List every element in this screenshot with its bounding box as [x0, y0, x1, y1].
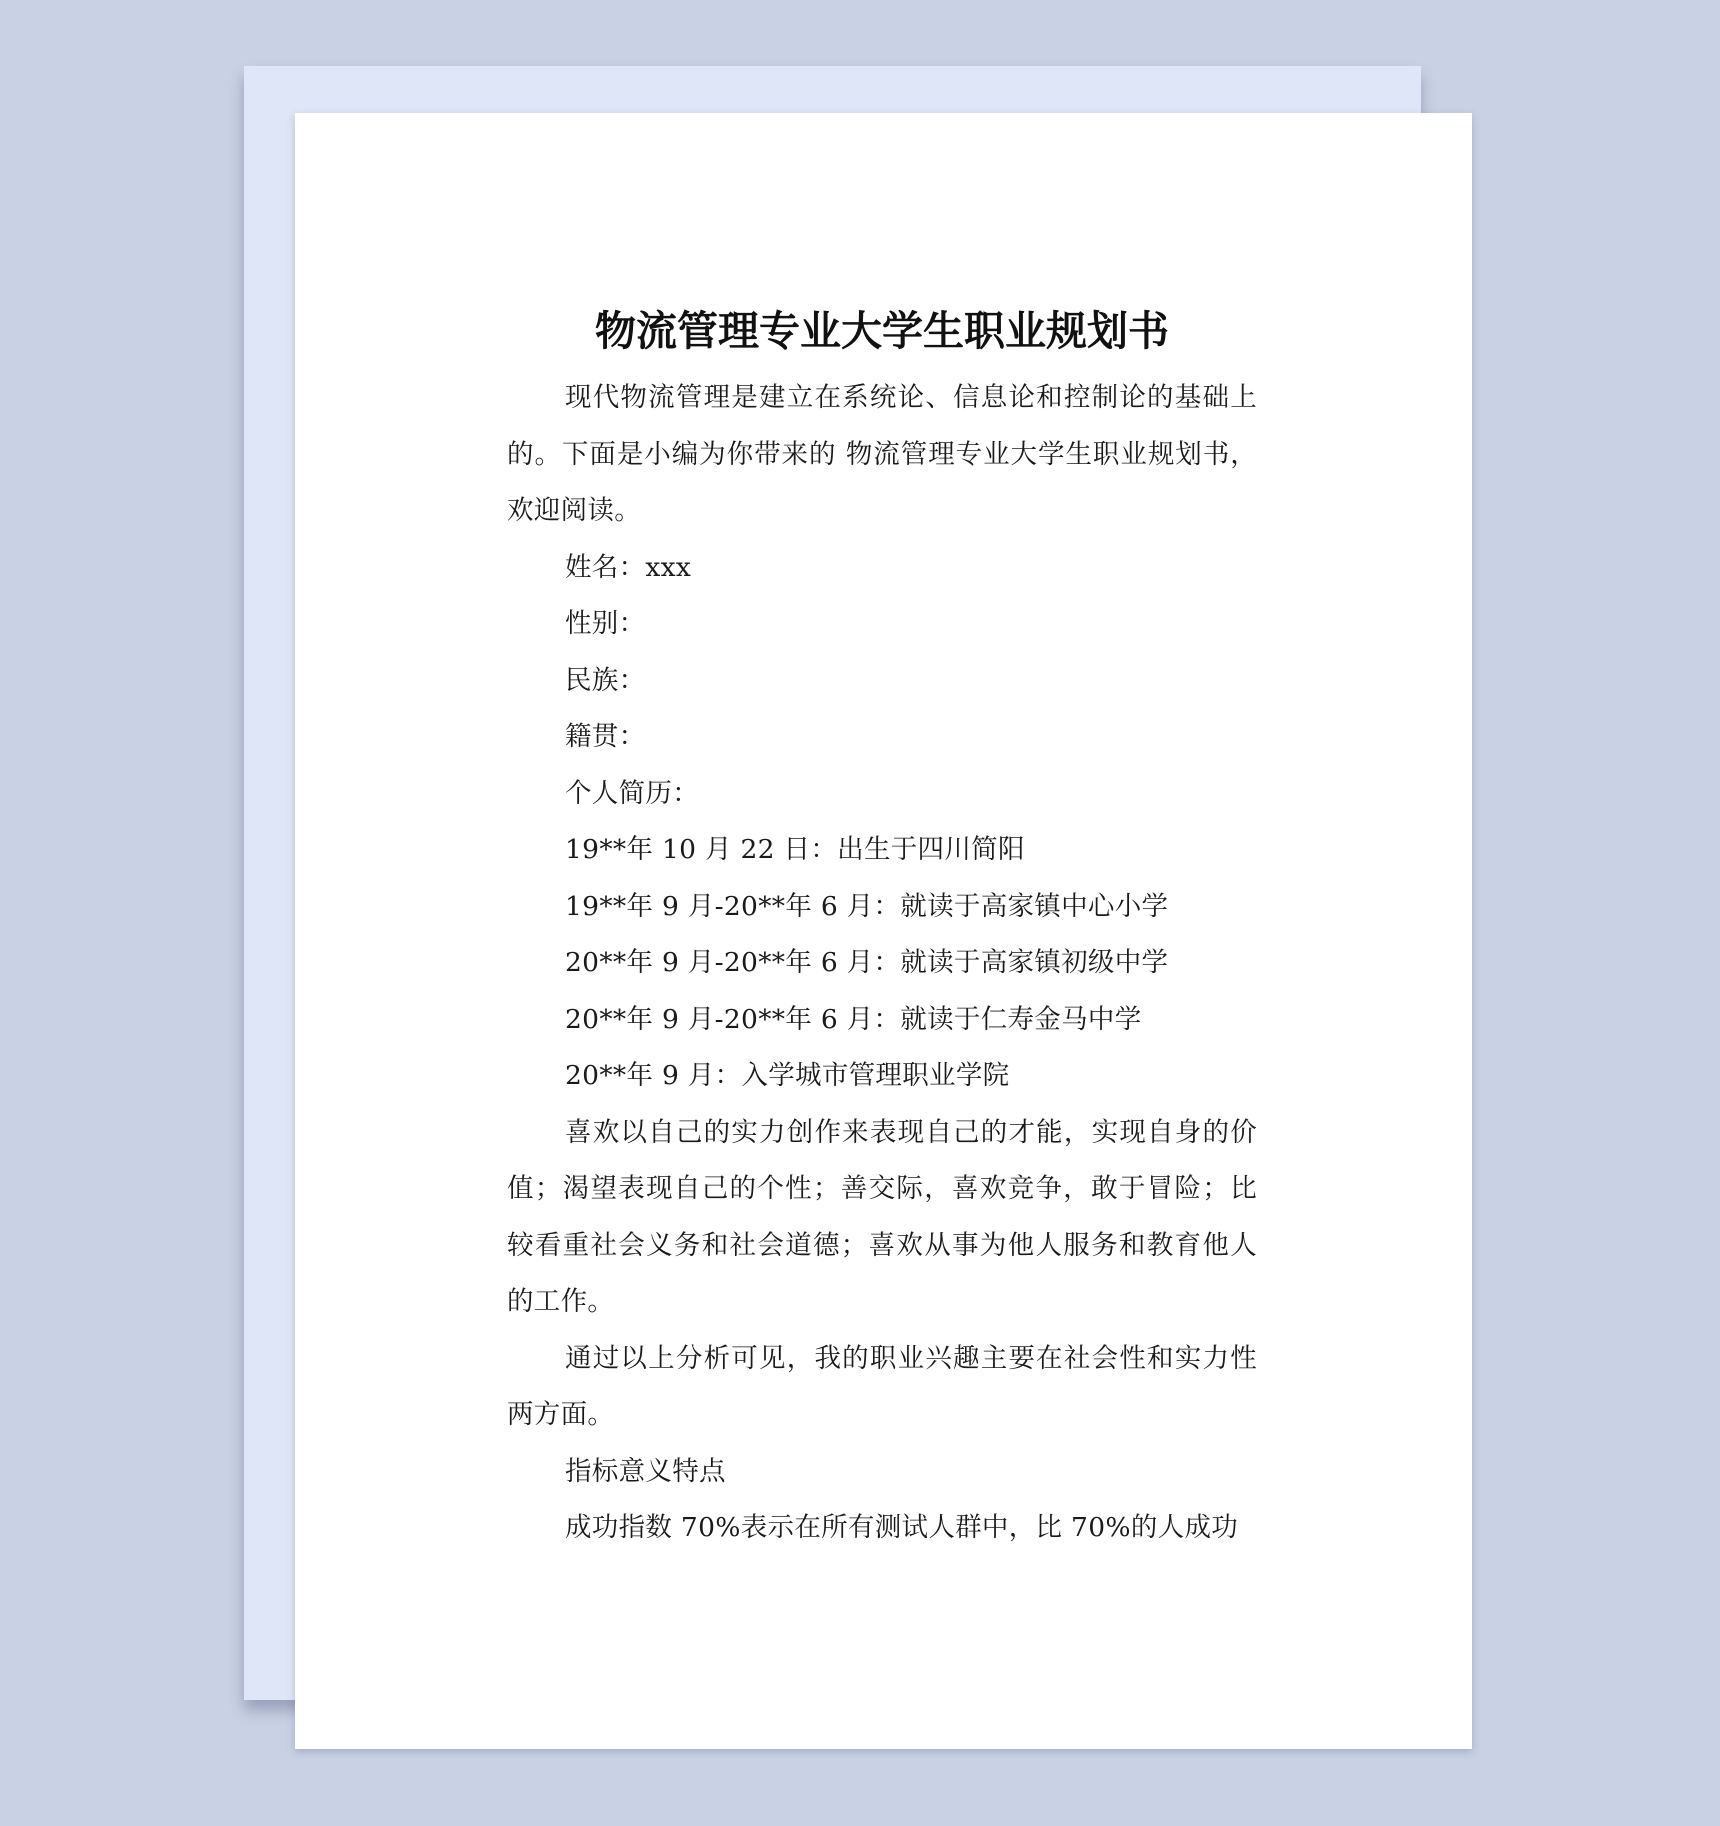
document-page	[295, 113, 1472, 1749]
ethnicity-line: 民族：	[565, 664, 646, 696]
intro-paragraph: 现代物流管理是建立在系统论、信息论和控制论的基础上的。下面是小编为你带来的 物流管理专业大学生职业规划书，欢迎阅读。	[507, 382, 1257, 526]
success-index-paragraph: 成功指数 70%表示在所有测试人群中，比 70%的人成功	[565, 1512, 1239, 1543]
resume-item: 20**年 9 月-20**年 6 月：就读于高家镇初级中学	[565, 947, 1169, 978]
resume-item: 20**年 9 月：入学城市管理职业学院	[565, 1060, 1010, 1091]
resume-item: 20**年 9 月-20**年 6 月：就读于仁寿金马中学	[565, 1003, 1142, 1035]
resume-item: 19**年 10 月 22 日：出生于四川简阳	[565, 834, 1025, 865]
document-content	[507, 296, 1257, 1557]
analysis-paragraph: 通过以上分析可见，我的职业兴趣主要在社会性和实力性两方面。	[507, 1342, 1257, 1430]
resume-heading: 个人简历：	[565, 777, 699, 809]
indicator-heading: 指标意义特点	[565, 1455, 726, 1487]
gender-line: 性别：	[565, 608, 646, 639]
resume-item: 19**年 9 月-20**年 6 月：就读于高家镇中心小学	[565, 890, 1169, 922]
document-title: 物流管理专业大学生职业规划书	[595, 307, 1169, 355]
interest-paragraph: 喜欢以自己的实力创作来表现自己的才能，实现自身的价值；渴望表现自己的个性；善交际，喜欢竞争，敢于冒险；比较看重社会义务和社会道德；喜欢从事为他人服务和教育他人的工作。	[507, 1116, 1257, 1317]
name-line: 姓名：xxx	[565, 551, 692, 583]
hometown-line: 籍贯：	[565, 721, 646, 752]
